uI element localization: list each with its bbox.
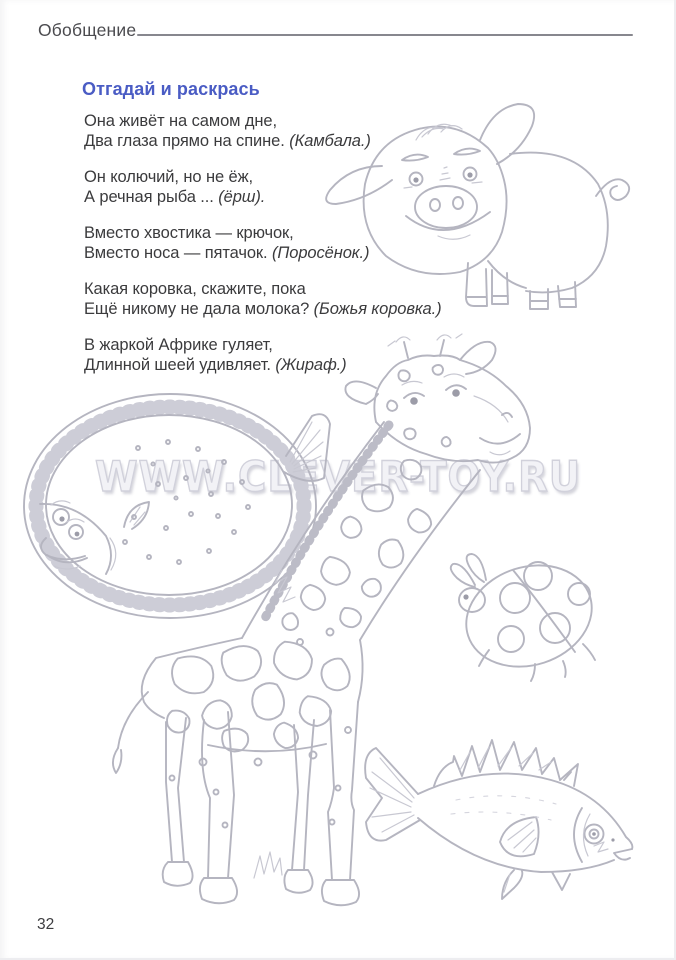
- piglet-drawing: [320, 96, 655, 324]
- riddle-answer: (Жираф.): [275, 356, 347, 374]
- page-title: Отгадай и раскрась: [82, 79, 260, 99]
- riddle-text: Два глаза прямо на спине.: [84, 132, 290, 150]
- riddle-line: В жаркой Африке гуляет,: [84, 336, 273, 354]
- riddle-text: Ещё никому не дала молока?: [84, 300, 314, 318]
- riddle-line: Какая коровка, скажите, пока: [84, 280, 306, 298]
- riddle-text: А речная рыба ...: [84, 188, 219, 206]
- riddle-line: Вместо хвостика — крючок,: [84, 224, 294, 242]
- riddle-answer: (Камбала.): [289, 132, 371, 150]
- riddle-line: Она живёт на самом дне,: [84, 112, 277, 130]
- riddle-answer: (Божья коровка.): [313, 300, 442, 318]
- ruff-fish-drawing: [356, 722, 651, 912]
- watermark: WWW.CLEVER-TOY.RU: [94, 452, 582, 501]
- riddle-answer: (Поросёнок.): [272, 244, 370, 262]
- header-rule: [137, 34, 633, 36]
- riddle-text: Длинной шеей удивляет.: [84, 356, 276, 374]
- ladybug-drawing: [445, 548, 610, 688]
- section-label: Обобщение: [38, 20, 137, 40]
- riddle-answer: (ёрш).: [218, 188, 266, 206]
- riddle-text: Вместо носа — пятачок.: [84, 244, 273, 262]
- page-number: 32: [37, 916, 55, 933]
- riddle-line: Он колючий, но не ёж,: [84, 168, 254, 186]
